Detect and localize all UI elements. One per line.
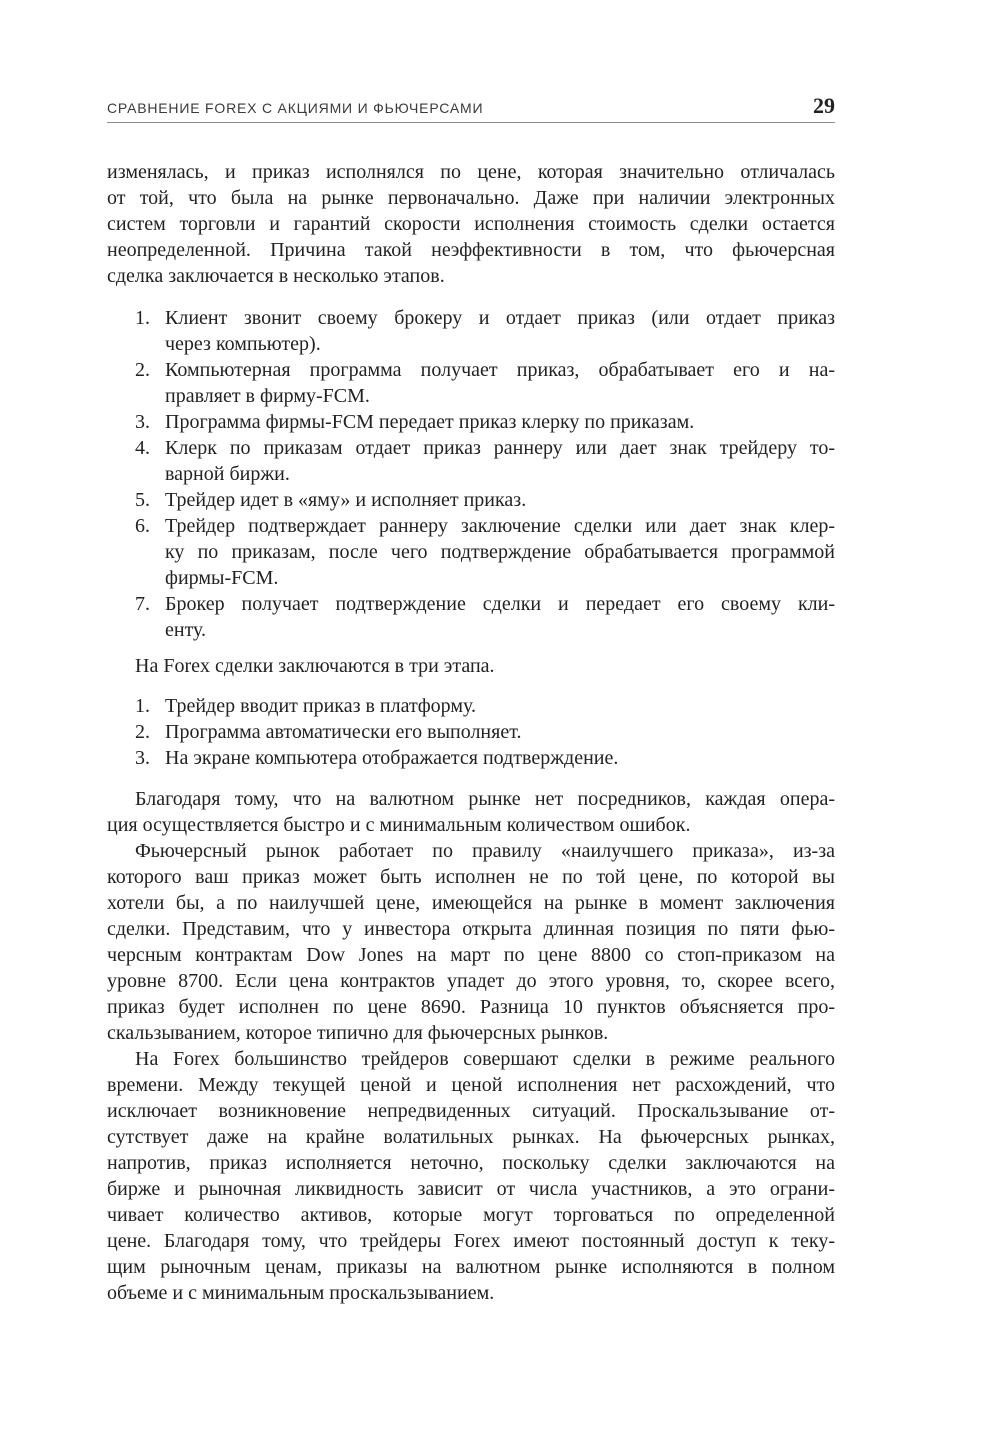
text-line: Клерк по приказам отдает приказ раннеру или дает знак трейдеру то- (165, 437, 835, 459)
text-line: объеме и с минимальным проскальзыванием. (107, 1282, 495, 1304)
list-number: 2. (135, 359, 150, 381)
text-line: времени. Между текущей ценой и ценой исполнения нет расхождений, что (107, 1074, 835, 1096)
page-number: 29 (813, 93, 835, 118)
body-text (107, 159, 835, 1306)
text-line: хотели бы, а по наилучшей цене, имеющейся на рынке в момент заключения (107, 892, 835, 914)
text-line: правляет в фирму-FCM. (165, 385, 370, 407)
list-number: 2. (135, 721, 150, 743)
list-item (107, 305, 835, 357)
text-line: Фьючерсный рынок работает по правилу «наилучшего приказа», из-за (135, 840, 835, 862)
paragraph-group (107, 786, 835, 1306)
numbered-list-futures-steps (107, 305, 835, 643)
list-item (107, 693, 835, 719)
text-line: исключает возникновение непредвиденных ситуаций. Проскальзывание от- (107, 1100, 835, 1122)
text-line: варной биржи. (165, 463, 290, 485)
list-number: 7. (135, 593, 150, 615)
text-line: Программа автоматически его выполняет. (165, 721, 522, 743)
numbered-list-forex-steps (107, 693, 835, 771)
text-line: систем торговли и гарантий скорости исполнения стоимость сделки остается (107, 213, 835, 235)
text-line: Программа фирмы-FCM передает приказ клерку по приказам. (165, 411, 695, 433)
text-line: Брокер получает подтверждение сделки и передает его своему кли- (165, 593, 835, 615)
text-line: напротив, приказ исполняется неточно, поскольку сделки заключаются на (107, 1152, 835, 1174)
text-line: чивает количество активов, которые могут торговаться по определенной (107, 1204, 835, 1226)
running-header (107, 93, 835, 123)
text-line: которого ваш приказ может быть исполнен не по той цене, по которой вы (107, 866, 835, 888)
text-line: уровне 8700. Если цена контрактов упадет до этого уровня, то, скорее всего, (107, 970, 835, 992)
text-line: Трейдер подтверждает раннеру заключение сделки или дает знак клер- (165, 515, 835, 537)
text-line: фирмы-FCM. (165, 567, 279, 589)
text-line: Трейдер идет в «яму» и исполняет приказ. (165, 489, 527, 511)
text-line: черсным контрактам Dow Jones на март по цене 8800 со стоп-приказом на (107, 944, 835, 966)
text-line: изменялась, и приказ исполнялся по цене, которая значительно отличалась (107, 161, 835, 183)
paragraph (107, 1046, 835, 1306)
text-line: сделка заключается в несколько этапов. (107, 265, 445, 287)
text-line: Благодаря тому, что на валютном рынке нет посредников, каждая опера- (135, 788, 835, 810)
text-line: ция осуществляется быстро и с минимальным количеством ошибок. (107, 814, 691, 836)
text-line: скальзыванием, которое типично для фьючерсных рынков. (107, 1022, 609, 1044)
list-item (107, 487, 835, 513)
list-item (107, 719, 835, 745)
list-item (107, 357, 835, 409)
paragraph (107, 838, 835, 1046)
text-line: щим рыночным ценам, приказы на валютном рынке исполняются в полном (107, 1256, 835, 1278)
text-line: Трейдер вводит приказ в платформу. (165, 695, 477, 717)
text-line: На Forex большинство трейдеров совершают сделки в режиме реального (135, 1048, 835, 1070)
text-line: от той, что была на рынке первоначально. Даже при наличии электронных (107, 187, 835, 209)
list-item (107, 745, 835, 771)
list-number: 6. (135, 515, 150, 537)
text-line: неопределенной. Причина такой неэффективности в том, что фьючерсная (107, 239, 835, 261)
list-number: 4. (135, 437, 150, 459)
list-number: 1. (135, 695, 150, 717)
paragraph-continuation (107, 159, 835, 289)
text-line: Клиент звонит своему брокеру и отдает приказ (или отдает приказ (165, 307, 835, 329)
paragraph (107, 786, 835, 838)
list-number: 3. (135, 411, 150, 433)
list-item (107, 591, 835, 643)
list-number: 1. (135, 307, 150, 329)
running-title: СРАВНЕНИЕ FOREX С АКЦИЯМИ И ФЬЮЧЕРСАМИ (107, 100, 484, 116)
text-line: цене. Благодаря тому, что трейдеры Forex имеют постоянный доступ к теку- (107, 1230, 835, 1252)
list-number: 3. (135, 747, 150, 769)
text-line: бирже и рыночная ликвидность зависит от числа участников, а это ограни- (107, 1178, 835, 1200)
list-item (107, 409, 835, 435)
text-line: приказ будет исполнен по цене 8690. Разница 10 пунктов объясняется про- (107, 996, 835, 1018)
text-line: сутствует даже на крайне волатильных рынках. На фьючерсных рынках, (107, 1126, 835, 1148)
text-line: ку по приказам, после чего подтверждение обрабатывается программой (165, 541, 835, 563)
list-item (107, 513, 835, 591)
text-line: сделки. Представим, что у инвестора открыта длинная позиция по пяти фью- (107, 918, 835, 940)
text-line: Компьютерная программа получает приказ, обрабатывает его и на- (165, 359, 835, 381)
list-number: 5. (135, 489, 150, 511)
text-line: На экране компьютера отображается подтверждение. (165, 747, 619, 769)
text-line: через компьютер). (165, 333, 321, 355)
paragraph-forex-intro (107, 653, 835, 679)
list-item (107, 435, 835, 487)
text-line: енту. (165, 619, 207, 641)
text-line: На Forex сделки заключаются в три этапа. (135, 655, 495, 677)
